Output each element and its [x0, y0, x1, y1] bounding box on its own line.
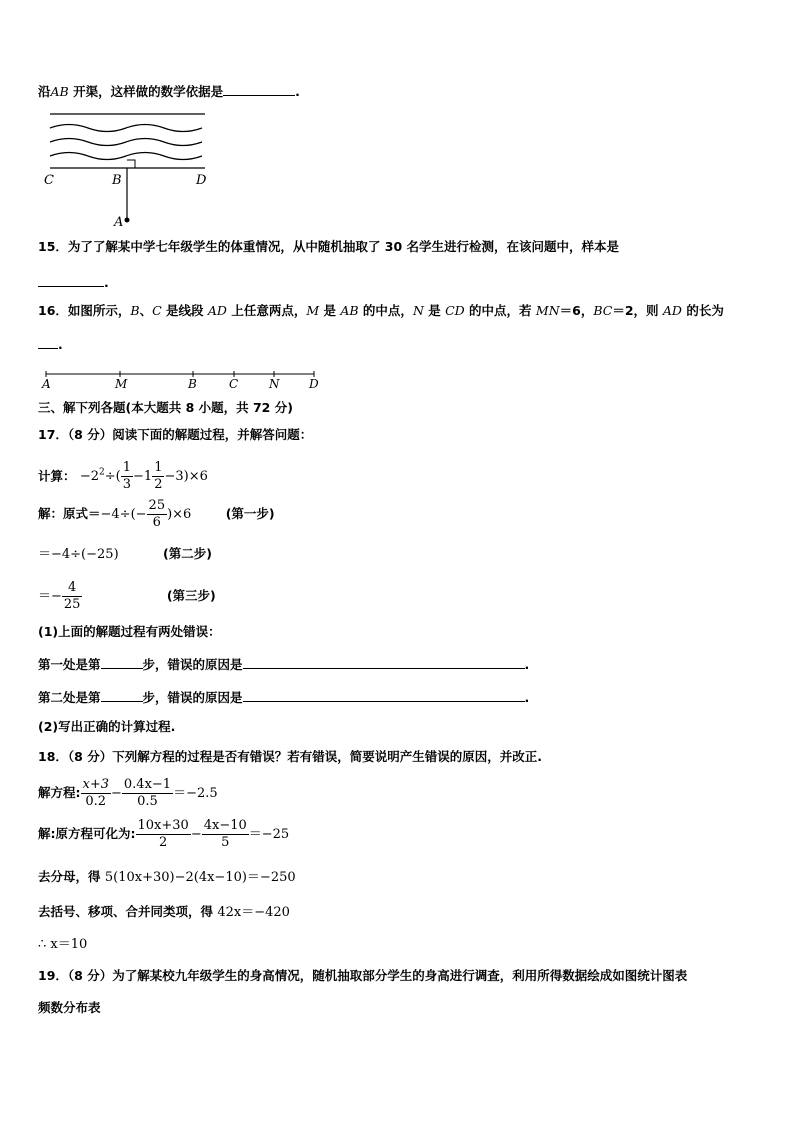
q15-text: 15．为了了解某中学七年级学生的体重情况，从中随机抽取了 30 名学生进行检测，在该问题中，样本是	[38, 239, 619, 254]
q16-text: 是线段	[161, 303, 208, 318]
expr-part: ＝−2.5	[173, 786, 218, 801]
q17-calc-line	[38, 455, 208, 495]
q16-question	[38, 303, 724, 319]
river-label-c: C	[44, 173, 54, 188]
q16-text: 上任意两点，	[226, 303, 307, 318]
q14-var-ab: AB	[50, 84, 69, 99]
q16-text: 的中点，	[358, 303, 413, 318]
q15-question	[38, 239, 619, 255]
q17-calc-expr	[79, 460, 208, 493]
q17-step3-note: (第三步)	[166, 588, 216, 603]
q17-part1: (1)上面的解题过程有两处错误：	[38, 624, 221, 639]
q17-err1-step-blank[interactable]	[101, 656, 143, 669]
q18-equation	[81, 777, 218, 809]
frac-num: 4x−10	[203, 818, 247, 833]
q17-err2-step-blank[interactable]	[101, 689, 143, 702]
q18-step-b-math: 42x＝−420	[217, 905, 290, 920]
frac-num: 4	[62, 580, 83, 597]
exponent: 2	[99, 468, 105, 478]
q16-text: 是	[319, 303, 341, 318]
q17-step1-expr	[100, 498, 192, 530]
q17-step1-line	[38, 496, 275, 533]
fraction	[121, 460, 133, 493]
q18-step-c: ∴ x＝10	[38, 937, 88, 952]
q15-period: .	[104, 275, 109, 290]
q17-step3-expr	[38, 580, 82, 612]
q14-tail-line	[38, 83, 300, 100]
q18-step-a	[38, 869, 296, 886]
frac-den: 0.5	[137, 794, 158, 809]
q17-title: 17．（8 分）阅读下面的解题过程，并解答问题：	[38, 427, 313, 442]
q17-sol-label: 解：原式＝	[38, 506, 101, 521]
q16-var: C	[152, 303, 162, 318]
frac-num: 1	[154, 460, 163, 476]
expr-part: −4÷(−	[100, 507, 147, 522]
frac-num: 1	[122, 460, 132, 476]
q16-var: BC	[593, 303, 613, 318]
q17-step2-expr: ＝−4÷(−25)	[38, 547, 119, 562]
q16-text: 16．如图所示，	[38, 303, 131, 318]
q16-var: AB	[340, 303, 359, 318]
q17-step2-line	[38, 546, 212, 563]
q17-step2-note: (第二步)	[163, 546, 212, 561]
frac-num: 25	[148, 498, 166, 513]
expr-part: −	[190, 827, 202, 842]
q18-eq-label: 解方程:	[38, 785, 81, 800]
q17-error1-line	[38, 656, 529, 673]
q18-transformed-eq	[136, 818, 290, 850]
q16-var: AD	[207, 303, 227, 318]
fraction	[202, 818, 249, 851]
fraction	[81, 777, 112, 810]
q17-err1-text: 步，错误的原因是	[142, 657, 243, 672]
q16-text: 的中点，若	[464, 303, 536, 318]
q14-period: .	[295, 84, 300, 99]
q19-subtitle: 频数分布表	[38, 1000, 101, 1015]
expr-part: −2	[79, 469, 100, 485]
q18-step-b-label: 去括号、移项、合并同类项，得	[38, 904, 218, 919]
seg-label-n: N	[269, 377, 280, 390]
q15-answer-blank[interactable]	[38, 274, 104, 287]
seg-label-m: M	[115, 377, 128, 390]
seg-label-b: B	[188, 377, 197, 390]
q16-text: 的长为	[681, 303, 724, 318]
q16-period: .	[58, 337, 63, 352]
frac-den: 6	[152, 515, 161, 530]
q17-err2-period: .	[524, 690, 530, 705]
q16-var: CD	[445, 303, 465, 318]
q17-step1-note: (第一步)	[225, 506, 275, 521]
q17-err1-period: .	[524, 657, 530, 672]
river-label-d: D	[196, 173, 207, 188]
q17-err1-text: 第一处是第	[38, 657, 101, 672]
section-3-heading: 三、解下列各题(本大题共 8 小题，共 72 分)	[38, 400, 293, 415]
frac-den: 2	[159, 835, 168, 850]
q18-step-b	[38, 904, 290, 921]
q16-var: N	[412, 303, 424, 318]
expr-part: −1	[133, 469, 153, 485]
fraction	[147, 498, 168, 531]
q17-calc-label: 计算：	[38, 468, 76, 484]
q16-text: 是	[423, 303, 446, 318]
expr-part: ÷(	[104, 469, 121, 485]
frac-den: 5	[221, 835, 230, 850]
frac-den: 0.2	[85, 794, 107, 809]
q18-equation-line	[38, 775, 218, 812]
frac-num: 0.4x−1	[123, 777, 172, 792]
river-figure	[40, 106, 215, 230]
frac-num: x+3	[82, 777, 109, 792]
q18-transform-line	[38, 816, 289, 853]
q19-title: 19．（8 分）为了解某校九年级学生的身高情况，随机抽取部分学生的身高进行调查，利用所得数据绘成如图统计图表	[38, 968, 688, 983]
fraction	[136, 818, 191, 851]
frac-den: 2	[154, 477, 163, 493]
segment-figure	[38, 366, 328, 390]
q17-err2-text: 第二处是第	[38, 690, 101, 705]
q16-text: 、	[139, 303, 153, 318]
q14-text-pre: 沿	[38, 84, 51, 99]
seg-label-a: A	[42, 377, 51, 390]
q17-error2-line	[38, 689, 529, 706]
expr-part: ＝−	[38, 589, 62, 604]
seg-label-c: C	[229, 377, 239, 390]
q16-var: AD	[662, 303, 682, 318]
q16-text: ＝6，	[559, 303, 594, 318]
q16-answer-blank[interactable]	[38, 336, 58, 349]
fraction	[152, 460, 164, 493]
q17-err1-reason-blank[interactable]	[243, 656, 525, 669]
q16-var: M	[306, 303, 320, 318]
q14-answer-blank[interactable]	[223, 83, 295, 96]
q18-title: 18．（8 分）下列解方程的过程是否有错误？若有错误，简要说明产生错误的原因，并改正.	[38, 749, 542, 764]
expr-part: )×6	[167, 507, 192, 522]
expr-part: −3)×6	[164, 469, 208, 485]
frac-den: 25	[63, 597, 81, 612]
frac-num: 10x+30	[137, 818, 189, 833]
river-label-b: B	[112, 173, 122, 188]
q18-sol-label: 解:原方程可化为:	[38, 826, 136, 841]
river-label-a: A	[114, 215, 124, 230]
expr-part: −	[111, 786, 122, 801]
q17-part2: (2)写出正确的计算过程.	[38, 719, 176, 734]
q18-step-a-label: 去分母，得	[38, 869, 105, 884]
q16-var: MN	[535, 303, 560, 318]
fraction	[122, 777, 173, 810]
q16-answer-line	[38, 336, 63, 353]
q16-text: ＝2，则	[612, 303, 663, 318]
q18-step-a-math: 5(10x+30)−2(4x−10)＝−250	[104, 870, 296, 885]
q17-err2-text: 步，错误的原因是	[142, 690, 243, 705]
q17-err2-reason-blank[interactable]	[243, 689, 525, 702]
fraction	[62, 580, 83, 613]
q15-answer-line	[38, 274, 109, 291]
q14-text-post: 开渠，这样做的数学依据是	[68, 84, 224, 99]
frac-den: 3	[122, 477, 132, 493]
q17-step3-line	[38, 578, 216, 615]
expr-part: ＝−25	[248, 827, 290, 842]
seg-label-d: D	[309, 377, 319, 390]
q16-var: B	[130, 303, 140, 318]
